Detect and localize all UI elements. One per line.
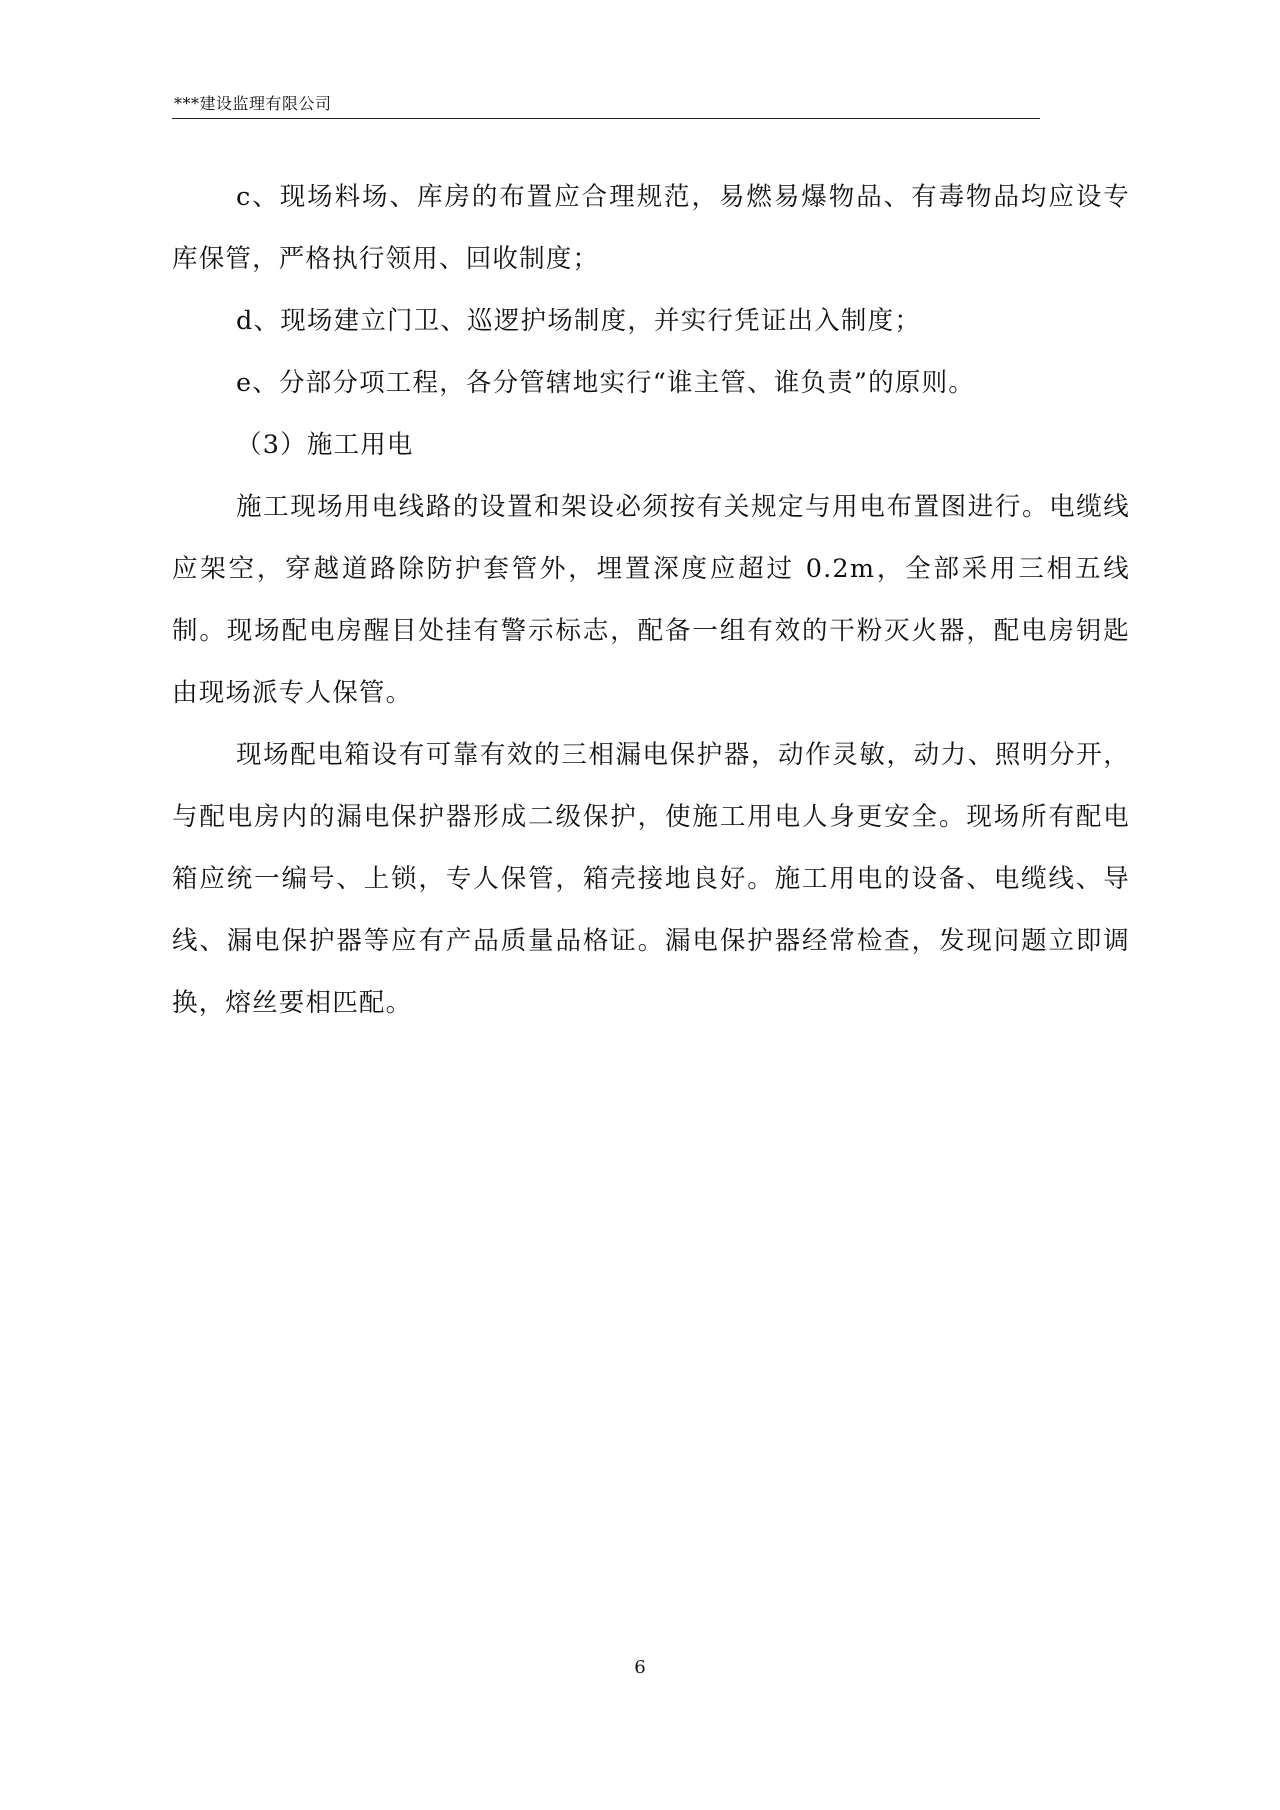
paragraph-electric-lines: 施工现场用电线路的设置和架设必须按有关规定与用电布置图进行。电缆线应架空，穿越道路除防护套管外，埋置深度应超过 0.2m，全部采用三相五线制。现场配电房醒目处挂有警示标志，配备一组有效的干粉灭火器，配电房钥匙由现场派专人保管。 xyxy=(172,492,1130,708)
paragraph-item-d: d、现场建立门卫、巡逻护场制度，并实行凭证出入制度； xyxy=(236,306,922,336)
page-number: 6 xyxy=(634,1657,646,1678)
paragraph-item-e: e、分部分项工程，各分管辖地实行“谁主管、谁负责”的原则。 xyxy=(236,368,975,398)
paragraph-distribution-boxes: 现场配电箱设有可靠有效的三相漏电保护器，动作灵敏，动力、照明分开，与配电房内的漏电保护器形成二级保护，使施工用电人身更安全。现场所有配电箱应统一编号、上锁，专人保管，箱壳接地良好。施工用电的设备、电缆线、导线、漏电保护器等应有产品质量品格证。漏电保护器经常检查，发现问题立即调换，熔丝要相匹配。 xyxy=(172,740,1130,1018)
page-header xyxy=(172,94,1040,119)
company-name: ***建设监理有限公司 xyxy=(174,94,332,113)
document-body xyxy=(172,166,1132,1034)
paragraph-item-c: c、现场料场、库房的布置应合理规范，易燃易爆物品、有毒物品均应设专库保管，严格执行领用、回收制度； xyxy=(172,182,1130,274)
section-heading-electricity: （3）施工用电 xyxy=(236,430,414,460)
